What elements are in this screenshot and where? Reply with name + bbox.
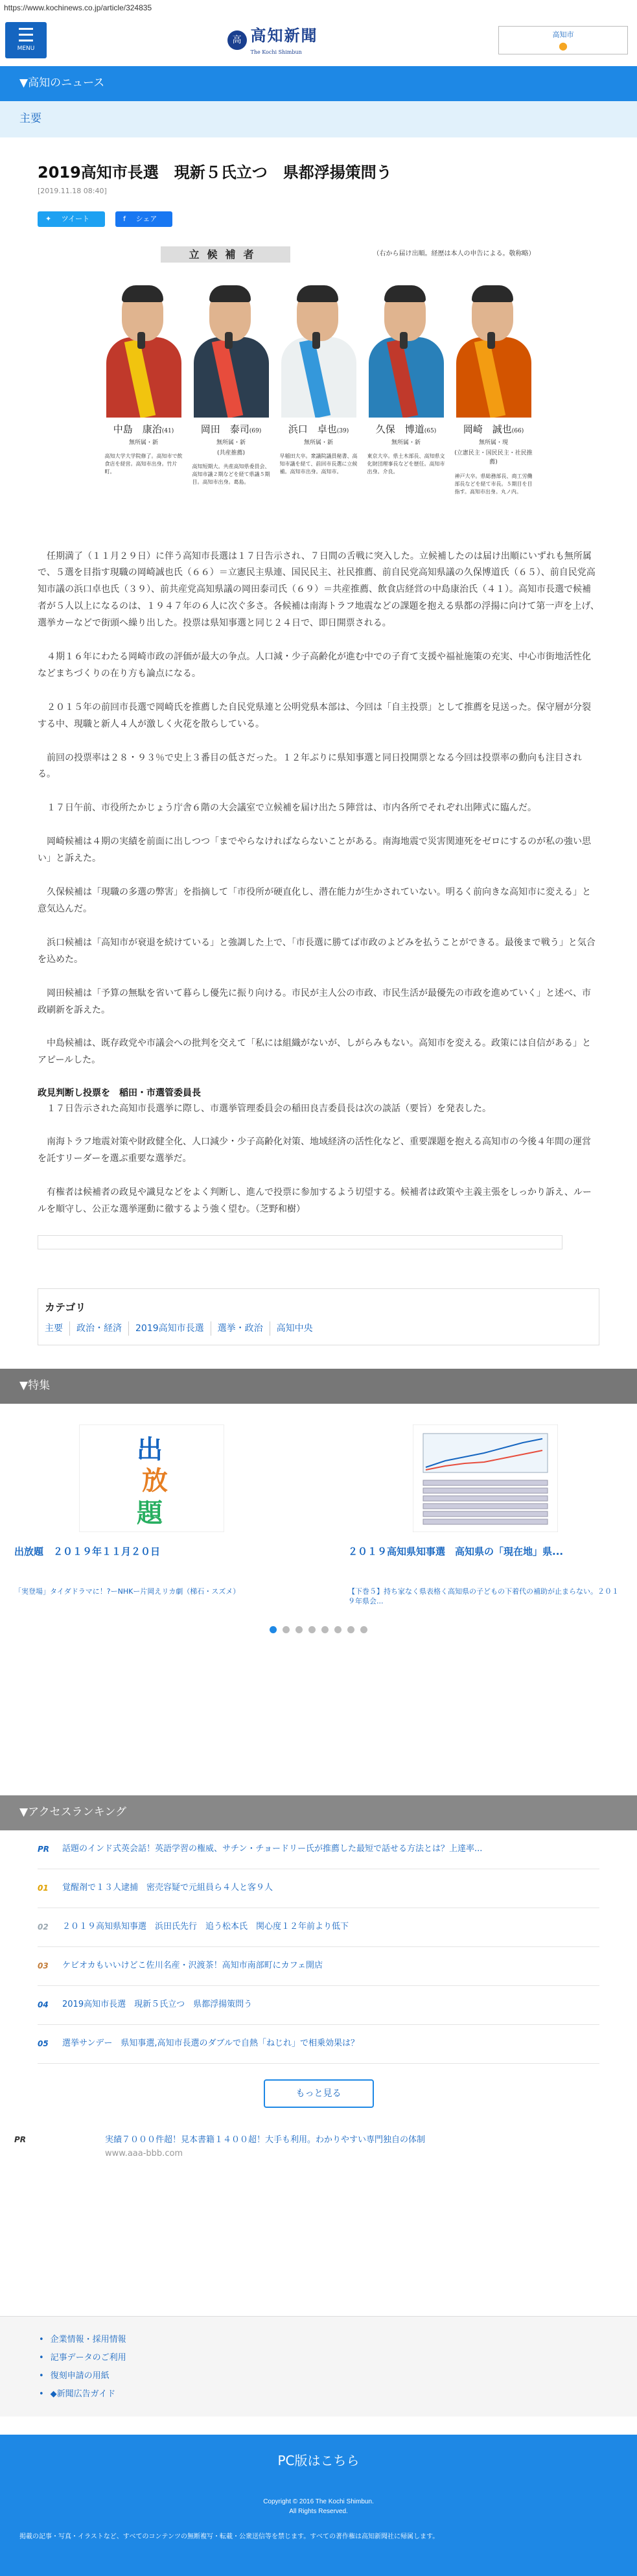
share-buttons	[38, 211, 599, 227]
candidate-card	[452, 268, 535, 496]
pr-text[interactable]: 実績７０００件超！見本書籍１４００超！大手も利用。わかりやすい専門独自の体制	[105, 2134, 426, 2145]
article-paragraph: 久保候補は「現職の多選の弊害」を指摘して「市役所が硬直化し、潜在能力が生かされていない。明るく前向きな高知市に変える」と意気込んだ。	[38, 887, 591, 914]
article-paragraph: 南海トラフ地震対策や財政健全化、人口減少・少子高齢化対策、地域経済の活性化など、重要課題を抱える高知市の今後４年間の運営を託すリーダーを選ぶ重要な選挙だ。	[38, 1137, 591, 1164]
pr-url: www.aaa-bbb.com	[105, 2148, 183, 2158]
article-paragraph: 任期満了（１１月２９日）に伴う高知市長選は１７日告示され、７日間の舌戦に突入した。立候補したのは届け出順にいずれも無所属で、５選を目指す現職の岡崎誠也氏（６６）＝立憲民主県連、国民民主、社民推薦、前自民党高知県議の久保博道氏（６５）、前自民党高知市議の浜口卓也氏（３９）、前共産党高知県議の岡田泰司氏（６９）＝共産推薦、飲食店経営の中島康治氏（４１）。高知市長選で候補者が５人以上になるのは、１９４７年の６人に次ぐ多さ。各候補は南海トラフ地震などの課題を抱える県都の浮揚に向けて第一声を上げ、選挙カーなどで街頭へ繰り出した。投票は県知事選と同じ２４日で、即日開票される。	[38, 550, 599, 629]
footer-link[interactable]: • ◆新聞広告ガイド	[39, 2385, 598, 2404]
pr-label: PR	[14, 2134, 27, 2144]
candidate-photo	[102, 268, 185, 418]
tweet-button[interactable]: ✦ ツイート	[38, 211, 105, 227]
ranking-item[interactable]	[38, 1986, 599, 2025]
carousel-dots	[0, 1626, 637, 1633]
menu-button[interactable]	[5, 22, 47, 58]
rank-title: ケビオカもいいけどこ佐川名産・沢渡茶！高知市南部町にカフェ開店	[62, 1960, 323, 1970]
candidate-card	[277, 268, 360, 496]
carousel-dot[interactable]	[360, 1626, 367, 1633]
category-link[interactable]: 主要	[45, 1323, 63, 1334]
article-paragraph: 浜口候補は「高知市が衰退を続けている」と強調した上で、「市長選に勝てば市政のよどみを払うことができる。最後まで戦う」と気合を込めた。	[38, 937, 596, 965]
carousel-dot[interactable]	[295, 1626, 303, 1633]
url-bar: https://www.kochinews.co.jp/article/324835	[4, 3, 152, 12]
candidate-party: 無所属・新	[128, 439, 158, 446]
candidate-bio: 神戸大卒。県総務部長、商工労働部長などを経て市長。５期目を目指す。高知市出身。丸ノ内。	[454, 473, 533, 495]
features-heading: ▼特集	[0, 1369, 637, 1404]
rank-title: 2019高知市長選 現新５氏立つ 県都浮揚策問う	[62, 1999, 253, 2009]
photo-note: （右から届け出順。経歴は本人の申告による。敬称略）	[373, 250, 535, 257]
candidate-name: 中島 康治(41)	[113, 423, 174, 435]
feature-card[interactable]	[334, 1423, 637, 1607]
subsection-heading[interactable]: 主要	[0, 101, 637, 137]
weather-location: 高知市	[552, 30, 574, 40]
chart-thumbnail	[413, 1424, 558, 1532]
rank-title: 選挙サンデー 県知事選,高知市長選のダブルで自熱「ねじれ」で相乗効果は？	[62, 2038, 359, 2048]
candidate-photo	[190, 268, 273, 418]
carousel-dot[interactable]	[347, 1626, 354, 1633]
article-body	[38, 549, 599, 1218]
article: 2019高知市長選 現新５氏立つ 県都浮揚策問う [2019.11.18 08:40] ✦ ツイート f シェア 立候補者 （右から届け出順。経歴は本人の申告による。敬称略） 中島 康治(41) 無所属・新 高知大学大学院修了。高知市で飲食店を経営。高知市出身。竹片町。 岡田 泰司(69) 無所属・新 (共産推薦) 高知短期大。共産高知県委員会、高知市議２期などを経て県議５期目。高知市出身。葛島。 浜口 卓也(39) 無所属・新 早稲田大卒。衆議院議員秘書、高知市議を経て、前回市長選に立候補。高知市出身。高知市。 久保 博道(65) 無所属・新 東京大卒。県土木部長、高知県文化財団理事長などを歴任。高知市出身。介良。 岡崎 誠也(66) 無所属・現 (立憲民主・国民民主・社民推薦) 神戸大卒。県総務部長、商工労働部長などを経て市長。５期目を目指す。高知市出身。丸ノ内。 任期満了（１１月２９日）に伴う高知市長選は１７日告示され、７日間の舌戦に突入した。立候補したのは届け出順にいずれも無所属で、５選を目指す現職の岡崎誠也氏（６６）＝立憲民主県連、国民民主、社民推薦、前自民党高知県議の久保博道氏（６５）、前自民党高知市議の浜口卓也氏（３９）、前共産党高知県議の岡田泰司氏（６９）＝共産推薦、飲食店経営の中島康治氏（４１）。高知市長選で候補者が５人以上になるのは、１９４７年の６人に次ぐ多さ。各候補は南海トラフ地震などの課題を抱える県都の浮揚に向けて第一声を上げ、選挙カーなどで街頭へ繰り出した。投票は県知事選と同じ２４日で、即日開票される。 ４期１６年にわたる岡崎市政の評価が最大の争点。人口減・少子高齢化が進む中での子育て支援や福祉施策の充実、中心市街地活性化などまちづくりの在り方も論点になる。 ２０１５年の前回市長選で岡崎氏を推薦した自民党県連と公明党県本部は、今回は「自主投票」として推薦を見送った。保守層が分裂する中、現職と新人４人が激しく火花を散らしている。 前回の投票率は２８・９３％で史上３番目の低さだった。１２年ぶりに県知事選と同日投開票となる今回は投票率の動向も注目される。 １７日午前、市役所たかじょう庁舎６階の大会議室で立候補を届け出た５陣営は、市内各所でそれぞれ出陣式に臨んだ。 岡崎候補は４期の実績を前面に出しつつ「までやらなければならないことがある。南海地震で災害関連死をゼロにするのが私の強い思い」と訴えた。 久保候補は「現職の多選の弊害」を指摘して「市役所が硬直化し、潜在能力が生かされていない。明るく前向きな高知市に変える」と意気込んだ。 浜口候補は「高知市が衰退を続けている」と強調した上で、「市長選に勝てば市政のよどみを払うことができる。最後まで戦う」と気合を込めた。 岡田候補は「予算の無駄を省いて暮らし優先に振り向ける。市民が主人公の市政、市民生活が最優先の市政を進めていく」と述べ、市政刷新を訴えた。 中島候補は、既存政党や市議会への批判を交えて「私には組織がないが、しがらみもない。高知市を変える。政策には自信がある」とアピールした。 政見判断し投票を 稲田・市選管委員長 １７日告示された高知市長選挙に際し、市選挙管理委員会の稲田良吉委員長は次の談話（要旨）を発表した。 南海トラフ地震対策や財政健全化、人口減少・少子高齢化対策、地域経済の活性化など、重要課題を抱える高知市の今後４年間の運営を託すリーダーを選ぶ重要な選挙だ。 有権者は候補者の政見や識見などをよく判断し、進んで投票に参加するよう切望する。候補者は政策や主義主張をしっかり訴え、ルールを順守し、公正な選挙運動に徹するよう強く望む。（芝野和樹）	[0, 162, 637, 1249]
article-paragraph: １７日告示された高知市長選挙に際し、市選挙管理委員会の稲田良吉委員長は次の談話（要旨）を発表した。	[47, 1103, 491, 1114]
rank-number: PR	[38, 1844, 50, 1854]
section-heading[interactable]: ▼高知のニュース	[0, 66, 637, 101]
category-box	[38, 1288, 599, 1345]
rank-number: 03	[38, 1961, 49, 1970]
candidate-name: 浜口 卓也(39)	[288, 423, 349, 435]
photo-title: 立候補者	[161, 246, 290, 263]
facebook-share-button[interactable]: f シェア	[115, 211, 172, 227]
ranking-item[interactable]	[38, 1830, 599, 1869]
carousel-dot[interactable]	[321, 1626, 329, 1633]
candidate-name: 岡田 泰司(69)	[200, 423, 262, 435]
category-link[interactable]: 高知中央	[270, 1321, 319, 1336]
feature-title: ２０１９高知県知事選 高知県の「現在地」県...	[348, 1546, 564, 1557]
rank-number: 04	[38, 2000, 49, 2009]
copyright-notice: 掲載の記事・写真・イラストなど、すべてのコンテンツの無断複写・転載・公衆送信等を禁じます。すべての著作権は高知新聞社に帰属します。	[19, 2533, 439, 2541]
candidate-party: 無所属・現	[478, 439, 508, 446]
article-subhead: 政見判断し投票を 稲田・市選管委員長	[38, 1088, 201, 1099]
sun-icon: ●	[559, 39, 568, 52]
logo-mark-icon: 高	[227, 30, 247, 50]
candidate-list	[102, 268, 535, 496]
candidate-bio: 東京大卒。県土木部長、高知県文化財団理事長などを歴任。高知市出身。介良。	[367, 453, 445, 475]
weather-widget[interactable]	[498, 26, 628, 54]
candidate-party: 無所属・新	[303, 439, 333, 446]
candidate-name: 久保 博道(65)	[375, 423, 437, 435]
rank-title: ２０１９高知県知事選 浜田氏先行 追う松本氏 関心度１２年前より低下	[62, 1921, 349, 1932]
carousel-dot[interactable]	[283, 1626, 290, 1633]
inline-ad-slot	[38, 1235, 562, 1249]
category-heading: カテゴリ	[45, 1301, 86, 1314]
feature-subtitle: 【下巻５】持ち家なく県表格く高知県の子どもの下着代の補助が止まらない。２０１９年県会...	[348, 1587, 619, 1606]
article-paragraph: 岡田候補は「予算の無駄を省いて暮らし優先に振り向ける。市民が主人公の市政、市民生活が最優先の市政を進めていく」と述べ、市政刷新を訴えた。	[38, 987, 591, 1015]
ranking-item[interactable]	[38, 1947, 599, 1986]
logo-sub: The Kochi Shimbun	[250, 49, 302, 55]
article-paragraph: 有権者は候補者の政見や識見などをよく判断し、進んで投票に参加するよう切望する。候補者は政策や主義主張をしっかり訴え、ルールを順守し、公正な選挙運動に徹するよう強く望む。（芝野和樹）	[38, 1187, 592, 1215]
article-paragraph: ４期１６年にわたる岡崎市政の評価が最大の争点。人口減・少子高齢化が進む中での子育て支援や福祉施策の充実、中心市街地活性化などまちづくりの在り方も論点になる。	[38, 652, 591, 679]
candidate-card	[190, 268, 273, 496]
article-paragraph: 前回の投票率は２８・９３％で史上３番目の低さだった。１２年ぶりに県知事選と同日投開票となる今回は投票率の動向も注目される。	[38, 752, 582, 780]
category-link[interactable]: 政治・経済	[69, 1321, 128, 1336]
footer-link[interactable]: • 復刻申請の用紙	[39, 2367, 598, 2385]
rank-number: 01	[38, 1883, 49, 1893]
candidate-photo	[452, 268, 535, 418]
article-title: 2019高知市長選 現新５氏立つ 県都浮揚策問う	[38, 163, 392, 182]
candidate-endorsement: (立憲民主・国民民主・社民推薦)	[454, 449, 533, 466]
category-link[interactable]: 選挙・政治	[211, 1321, 270, 1336]
footer-link[interactable]: • 記事データのご利用	[39, 2349, 598, 2367]
carousel-dot[interactable]	[308, 1626, 316, 1633]
ranking-item[interactable]	[38, 2025, 599, 2064]
features-carousel	[0, 1404, 637, 1607]
candidate-card	[102, 268, 185, 496]
article-paragraph: １７日午前、市役所たかじょう庁舎６階の大会議室で立候補を届け出た５陣営は、市内各所でそれぞれ出陣式に臨んだ。	[47, 803, 537, 814]
candidate-name: 岡崎 誠也(66)	[463, 423, 524, 435]
shuppodai-logo: 出 放 題	[79, 1424, 224, 1532]
pr-ad[interactable]	[0, 2108, 637, 2161]
feature-title: 出放題 ２０１９年１１月２０日	[14, 1546, 161, 1557]
candidate-bio: 早稲田大卒。衆議院議員秘書、高知市議を経て、前回市長選に立候補。高知市出身。高知市。	[279, 453, 358, 475]
candidate-bio: 高知短期大。共産高知県委員会、高知市議２期などを経て県議５期目。高知市出身。葛島。	[192, 464, 270, 486]
category-link[interactable]: 2019高知市長選	[128, 1321, 211, 1336]
article-date: 2019.11.18 08:40	[40, 187, 104, 196]
feature-card[interactable]	[0, 1423, 303, 1607]
candidate-photo	[277, 268, 360, 418]
menu-label: MENU	[17, 45, 35, 53]
article-paragraph: 中島候補は、既存政党や市議会への批判を交えて「私には組織がないが、しがらみもない。高知市を変える。政策には自信がある」とアピールした。	[38, 1038, 591, 1066]
candidate-party: 無所属・新	[391, 439, 421, 446]
ranking-item[interactable]	[38, 1908, 599, 1947]
site-header	[0, 14, 637, 66]
site-logo[interactable]	[227, 23, 318, 56]
feature-subtitle: 「実登場」タイダドラマに！?ーNHKー片岡えリカ劇（梯石・スズメ）	[14, 1587, 240, 1596]
footer-links	[0, 2316, 637, 2416]
carousel-dot[interactable]	[334, 1626, 342, 1633]
rank-title: 覚醒剤で１３人逮捕 密売容疑で元組員ら４人と客９人	[62, 1882, 273, 1893]
candidate-photo	[365, 268, 448, 418]
pc-version-link[interactable]: PC版はこちら	[277, 2453, 360, 2469]
footer-band	[0, 2435, 637, 2576]
candidates-photo	[102, 246, 535, 511]
feature-thumbnail	[334, 1423, 637, 1533]
carousel-dot[interactable]	[270, 1626, 277, 1633]
ranking-list	[0, 1830, 637, 2064]
candidate-bio: 高知大学大学院修了。高知市で飲食店を経営。高知市出身。竹片町。	[104, 453, 183, 475]
rank-number: 05	[38, 2038, 49, 2048]
candidate-card	[365, 268, 448, 496]
rank-number: 02	[38, 1922, 49, 1932]
hamburger-icon	[19, 28, 33, 30]
feature-thumbnail	[0, 1423, 303, 1533]
candidate-endorsement: (共産推薦)	[216, 449, 246, 456]
article-paragraph: ２０１５年の前回市長選で岡崎氏を推薦した自民党県連と公明党県本部は、今回は「自主投票」として推薦を見送った。保守層が分裂する中、現職と新人４人が激しく火花を散らしている。	[38, 702, 591, 729]
footer-link[interactable]: • 企業情報・採用情報	[39, 2331, 598, 2349]
ranking-heading: ▼アクセスランキング	[0, 1795, 637, 1830]
logo-text: 高知新聞	[250, 26, 318, 45]
ranking-item[interactable]	[38, 1869, 599, 1908]
more-button[interactable]: もっと見る	[264, 2079, 374, 2108]
category-list	[45, 1321, 592, 1336]
copyright: Copyright © 2016 The Kochi Shimbun. All Rights Reserved.	[263, 2498, 374, 2516]
candidate-party: 無所属・新	[216, 439, 246, 446]
article-paragraph: 岡崎候補は４期の実績を前面に出しつつ「までやらなければならないことがある。南海地震で災害関連死をゼロにするのが私の強い思い」と訴えた。	[38, 836, 591, 864]
rank-title: 話題のインド式英会話！英語学習の権威、サチン・チョードリー氏が推薦した最短で話せる方法とは？上達率...	[62, 1843, 483, 1854]
